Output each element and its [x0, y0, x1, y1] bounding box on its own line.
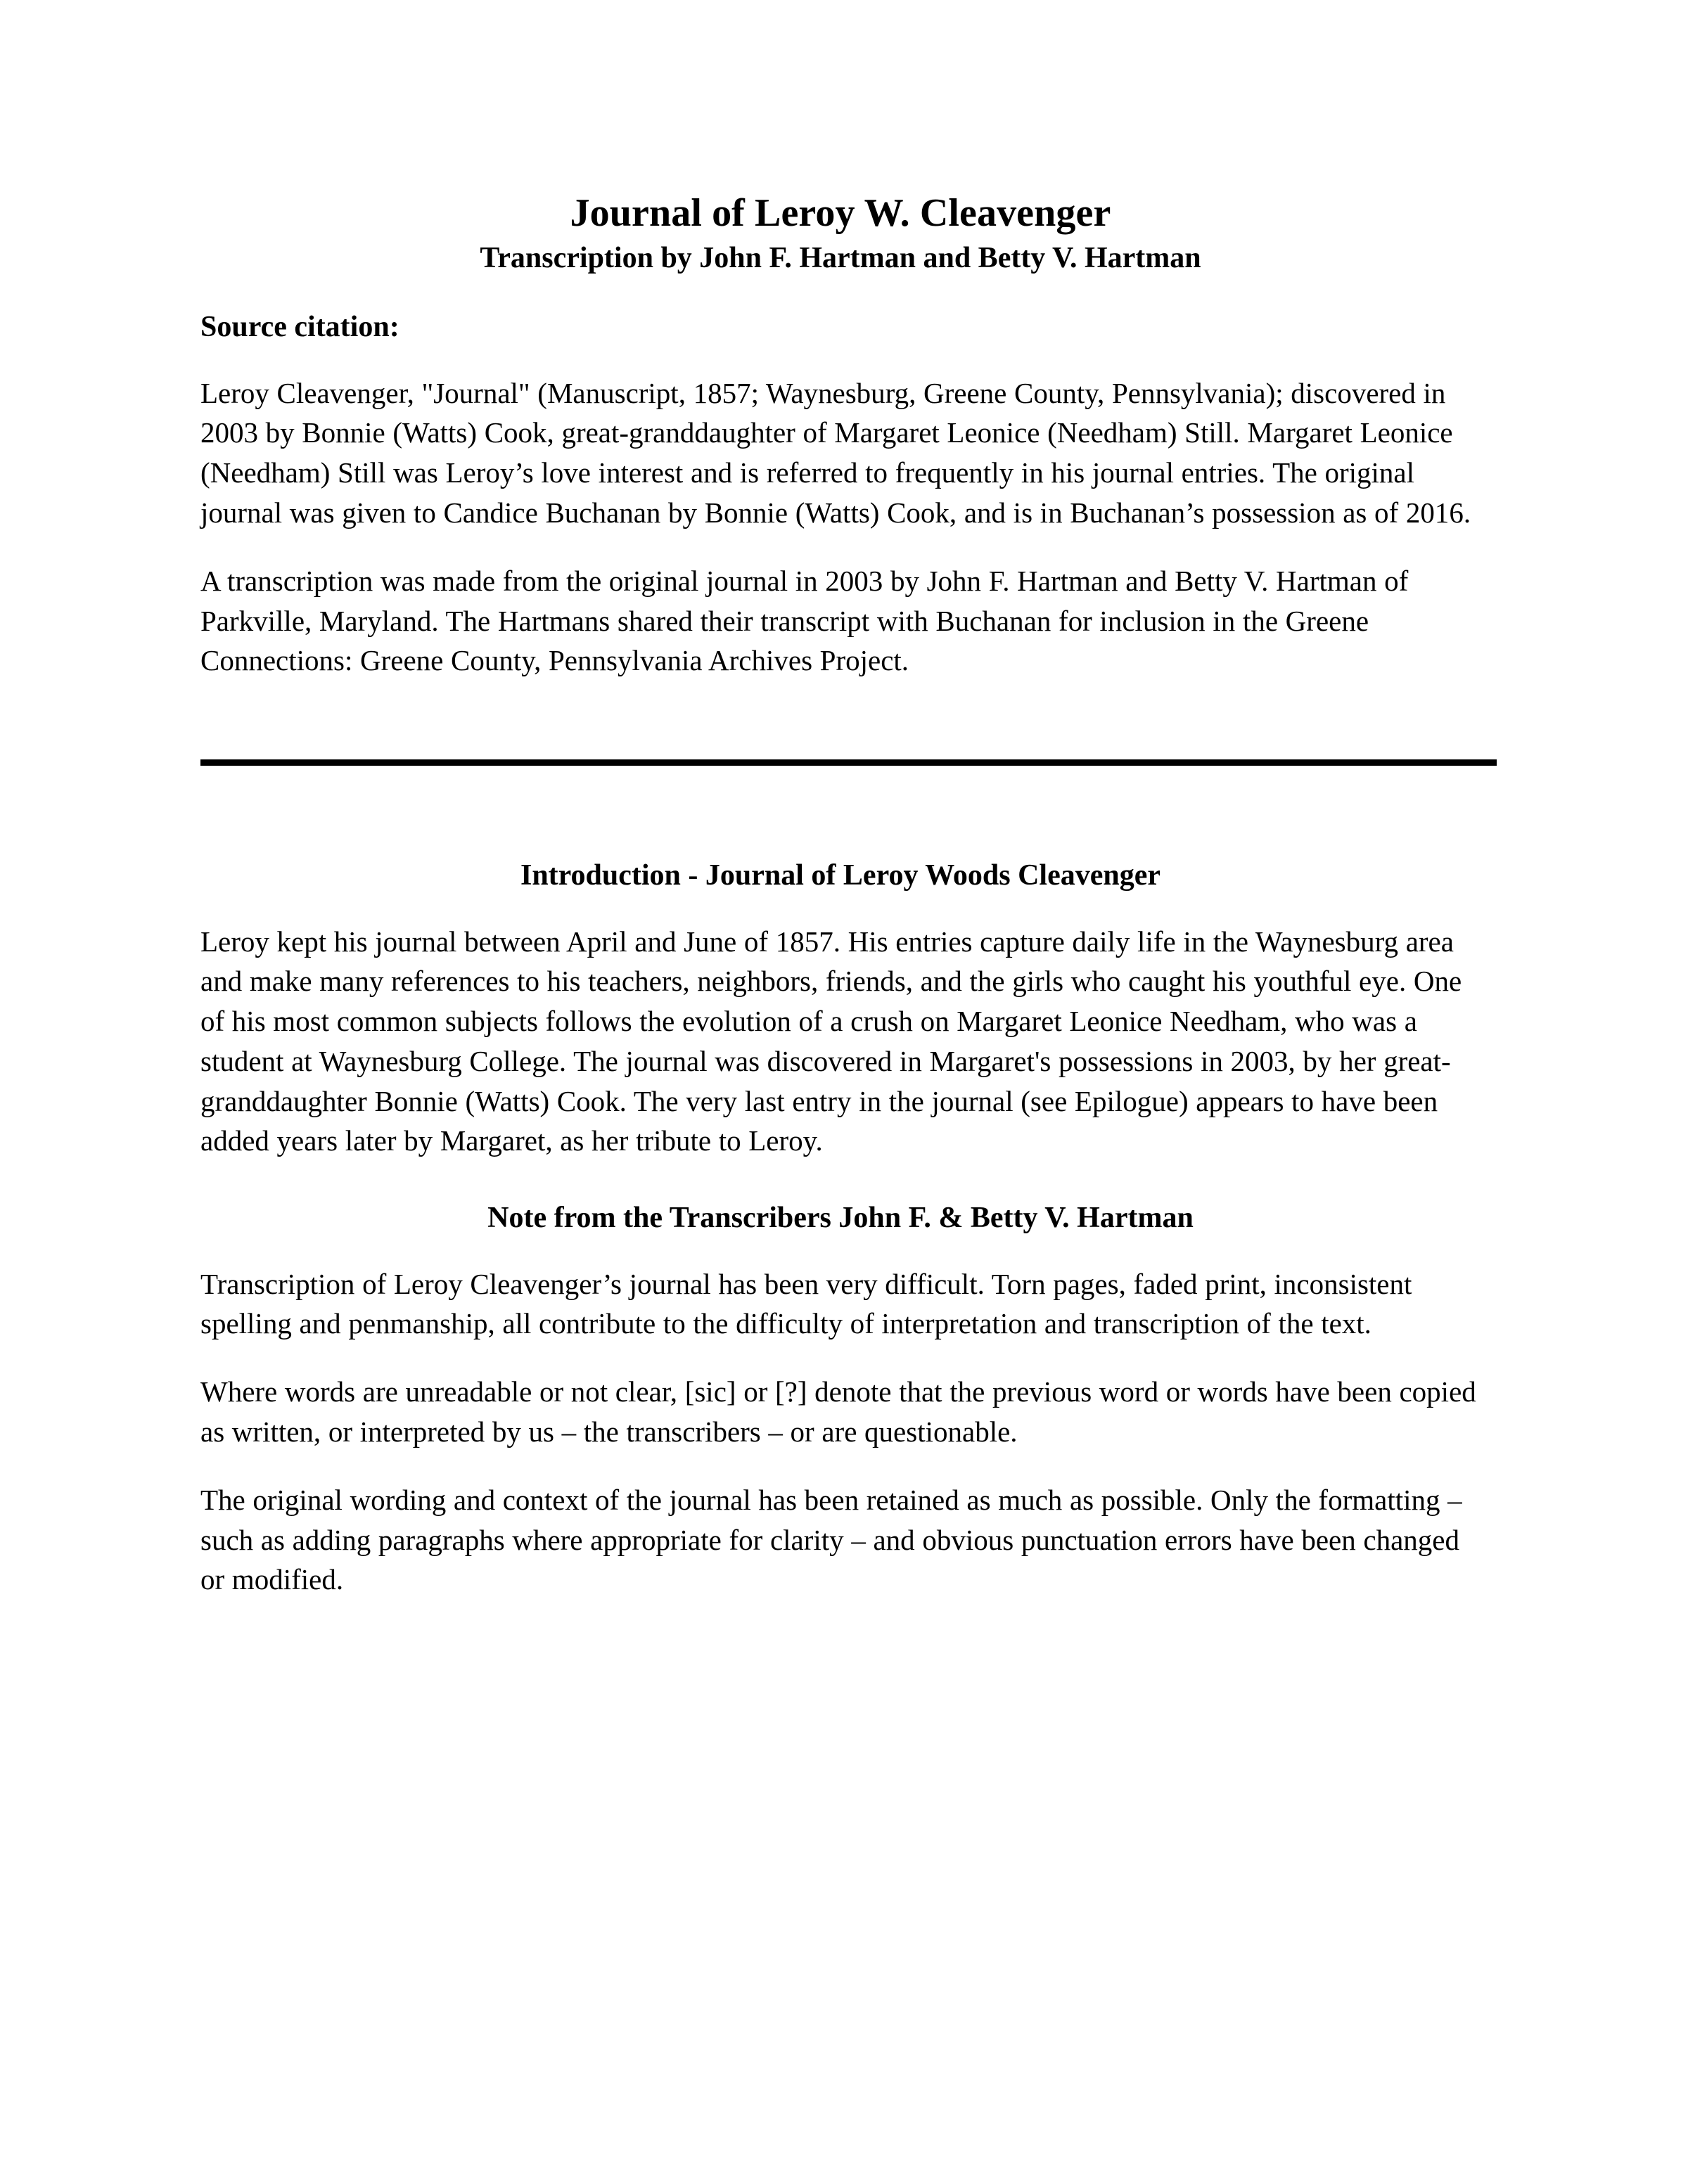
introduction-heading: Introduction - Journal of Leroy Woods Cleavenger — [520, 859, 1161, 892]
transcribers-note-paragraph-1: Transcription of Leroy Cleavenger’s journal has been very difficult. Torn pages, faded print, inconsistent spelling and penmanship, all contribute to the difficulty of interpretation and transcription of the text. — [200, 1267, 1412, 1340]
page-title: Journal of Leroy W. Cleavenger — [570, 191, 1111, 235]
transcribers-note-paragraph-3: The original wording and context of the journal has been retained as much as possible. Only the formatting – such as adding paragraphs where appropriate for clarity – and obvious punctuation errors have been changed or modified. — [200, 1483, 1462, 1596]
page-subtitle: Transcription by John F. Hartman and Betty V. Hartman — [480, 241, 1201, 274]
source-citation-heading: Source citation: — [200, 311, 399, 344]
transcribers-note-paragraph-2: Where words are unreadable or not clear, [sic] or [?] denote that the previous word or words have been copied as written, or interpreted by us – the transcribers – or are questionable. — [200, 1375, 1476, 1448]
source-citation-paragraph-1: Leroy Cleavenger, "Journal" (Manuscript, 1857; Waynesburg, Greene County, Pennsylvania); discovered in 2003 by Bonnie (Watts) Cook, great-granddaughter of Margaret Leonice (Needham) Still. Margaret Leonice (Needham) Still was Leroy’s love interest and is referred to frequently in his journal entries. The original journal was given to Candice Buchanan by Bonnie (Watts) Cook, and is in Buchanan’s possession as of 2016. — [200, 376, 1471, 529]
section-divider — [200, 759, 1481, 775]
horizontal-rule — [200, 759, 1497, 766]
source-citation-paragraph-2: A transcription was made from the original journal in 2003 by John F. Hartman and Betty V. Hartman of Parkville, Maryland. The Hartmans shared their transcript with Buchanan for inclusion in the Greene Connections: Greene County, Pennsylvania Archives Project. — [200, 564, 1409, 677]
introduction-paragraph-1: Leroy kept his journal between April and June of 1857. His entries capture daily life in the Waynesburg area and make many references to his teachers, neighbors, friends, and the girls who caught his youthful eye. One of his most common subjects follows the evolution of a crush on Margaret Leonice Needham, who was a student at Waynesburg College. The journal was discovered in Margaret's possessions in 2003, by her great-granddaughter Bonnie (Watts) Cook. The very last entry in the journal (see Epilogue) appears to have been added years later by Margaret, as her tribute to Leroy. — [200, 925, 1462, 1157]
transcribers-note-heading: Note from the Transcribers John F. & Betty V. Hartman — [487, 1202, 1194, 1235]
document-content — [200, 0, 1481, 1600]
title-block — [200, 0, 1481, 276]
